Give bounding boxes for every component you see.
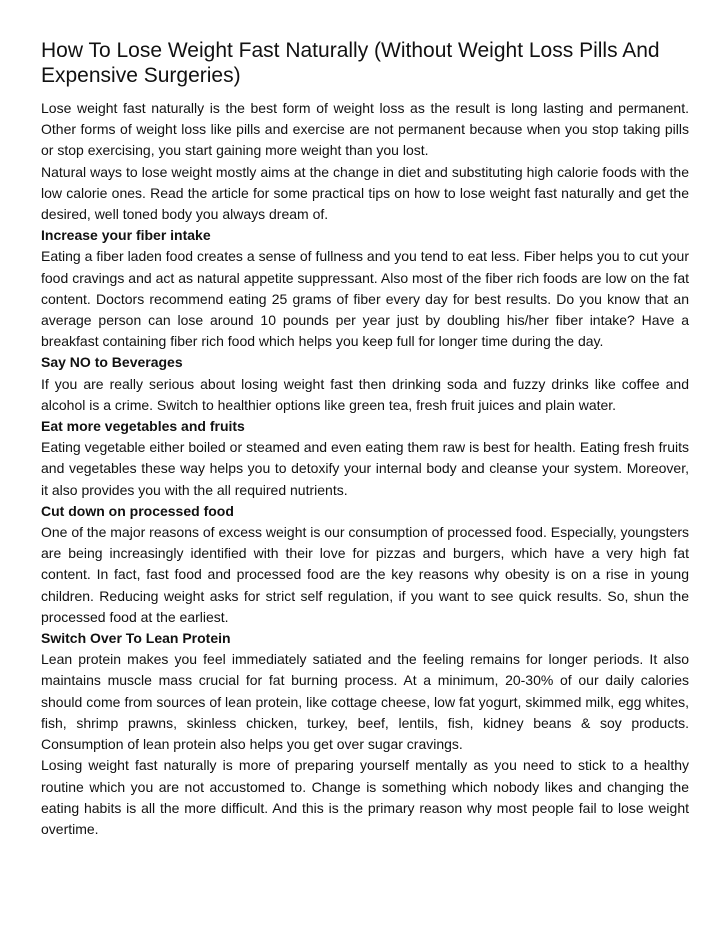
section-body-lean-protein: Lean protein makes you feel immediately satiated and the feeling remains for longer periods. It also maintains muscle mass crucial for fat burning process. At a minimum, 20-30% of our daily calories should come from sources of lean protein, like cottage cheese, low fat yogurt, skimmed milk, egg whites, fish, shrimp prawns, skinless chicken, turkey, beef, lentils, fish, kidney beans & soy products. Consumption of lean protein also helps you get over sugar cravings. [41,651,689,753]
section-heading-vegetables: Eat more vegetables and fruits [41,418,245,435]
intro-paragraph: Natural ways to lose weight mostly aims at the change in diet and substituting high calorie foods with the low calorie ones. Read the article for some practical tips on how to lose weight fast naturally and get the desired, well toned body you always dream of. [41,163,689,223]
section-heading-beverages: Say NO to Beverages [41,354,183,371]
section-body-beverages: If you are really serious about losing weight fast then drinking soda and fuzzy drinks like coffee and alcohol is a crime. Switch to healthier options like green tea, fresh fruit juices and plain water. [41,375,689,413]
section-heading-processed-food: Cut down on processed food [41,502,234,519]
document-page [41,38,689,840]
section-body-processed-food: One of the major reasons of excess weight is our consumption of processed food. Especially, youngsters are being increasingly identified with their love for pizzas and burgers, which have a very high fat content. In fact, fast food and processed food are the key reasons why obesity is on a rise in young children. Reducing weight asks for strict self regulation, if you want to see quick results. So, shun the processed food at the earliest. [41,524,689,625]
intro-paragraph: Lose weight fast naturally is the best form of weight loss as the result is long lasting and permanent. Other forms of weight loss like pills and exercise are not permanent because when you stop taking pills or stop exercising, you start gaining more weight than you lost. [41,100,689,159]
page-title: How To Lose Weight Fast Naturally (Without Weight Loss Pills And Expensive Surgeries) [41,39,660,87]
section-heading-lean-protein: Switch Over To Lean Protein [41,630,231,647]
closing-paragraph: Losing weight fast naturally is more of preparing yourself mentally as you need to stick to a healthy routine which you are not accustomed to. Change is something which nobody likes and changing the eating habits is all the more difficult. And this is the primary reason why most people fail to lose weight overtime. [41,757,689,837]
section-body-fiber: Eating a fiber laden food creates a sense of fullness and you tend to eat less. Fiber helps you to cut your food cravings and act as natural appetite suppressant. Also most of the fiber rich foods are low on the fat content. Doctors recommend eating 25 grams of fiber every day for best results. Do you know that an average person can lose around 10 pounds per year just by doubling his/her fiber intake? Have a breakfast containing fiber rich food which helps you keep full for longer time during the day. [41,248,689,350]
section-heading-fiber: Increase your fiber intake [41,227,211,244]
section-body-vegetables: Eating vegetable either boiled or steamed and even eating them raw is best for health. Eating fresh fruits and vegetables these way helps you to detoxify your internal body and cleanse your system. Moreover, it also provides you with the all required nutrients. [41,439,689,498]
